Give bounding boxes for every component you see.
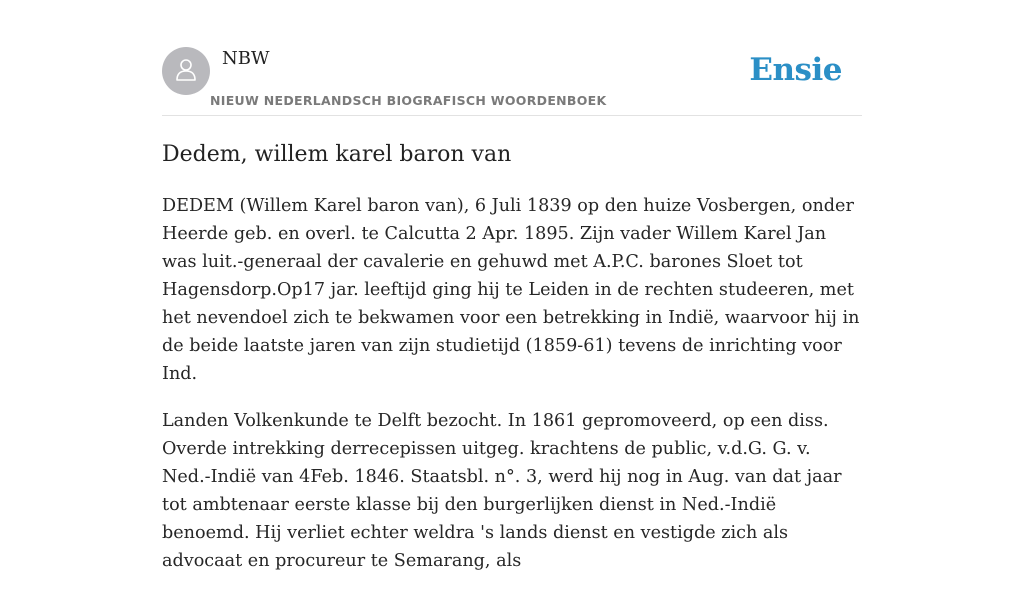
user-icon [172, 55, 200, 88]
article-title: Dedem, willem karel baron van [162, 142, 512, 167]
article-paragraph: DEDEM (Willem Karel baron van), 6 Juli 1839 op den huize Vosbergen, onder Heerde geb. en overl. te Calcutta 2 Apr. 1895. Zijn vader Willem Karel Jan was luit.-generaal der cavalerie en gehuwd met A.P.C. barones Sloet tot Hagensdorp.Op17 jar. leeftijd ging hij te Leiden in de rechten studeeren, met het nevendoel zich te bekwamen voor een betrekking in Indië, waarvoor hij in de beide laatste jaren van zijn studietijd (1859-61) tevens de inrichting voor Ind. [162, 196, 860, 384]
source-subtitle: NIEUW NEDERLANDSCH BIOGRAFISCH WOORDENBOEK [210, 93, 607, 108]
source-header [162, 46, 862, 116]
ensie-logo[interactable]: Ensie [749, 52, 842, 88]
article-body [162, 192, 862, 594]
avatar[interactable] [162, 47, 210, 95]
header-divider [162, 115, 862, 116]
article-paragraph: Landen Volkenkunde te Delft bezocht. In 1861 gepromoveerd, op een diss. Overde intrekking derrecepissen uitgeg. krachtens de public, v.d.G. G. v. Ned.-Indië van 4Feb. 1846. Staatsbl. n°. 3, werd hij nog in Aug. van dat jaar tot ambtenaar eerste klasse bij den burgerlijken dienst in Ned.-Indië benoemd. Hij verliet echter weldra 's lands dienst en vestigde zich als advocaat en procureur te Semarang, als [162, 411, 842, 571]
source-name[interactable]: NBW [222, 48, 270, 69]
